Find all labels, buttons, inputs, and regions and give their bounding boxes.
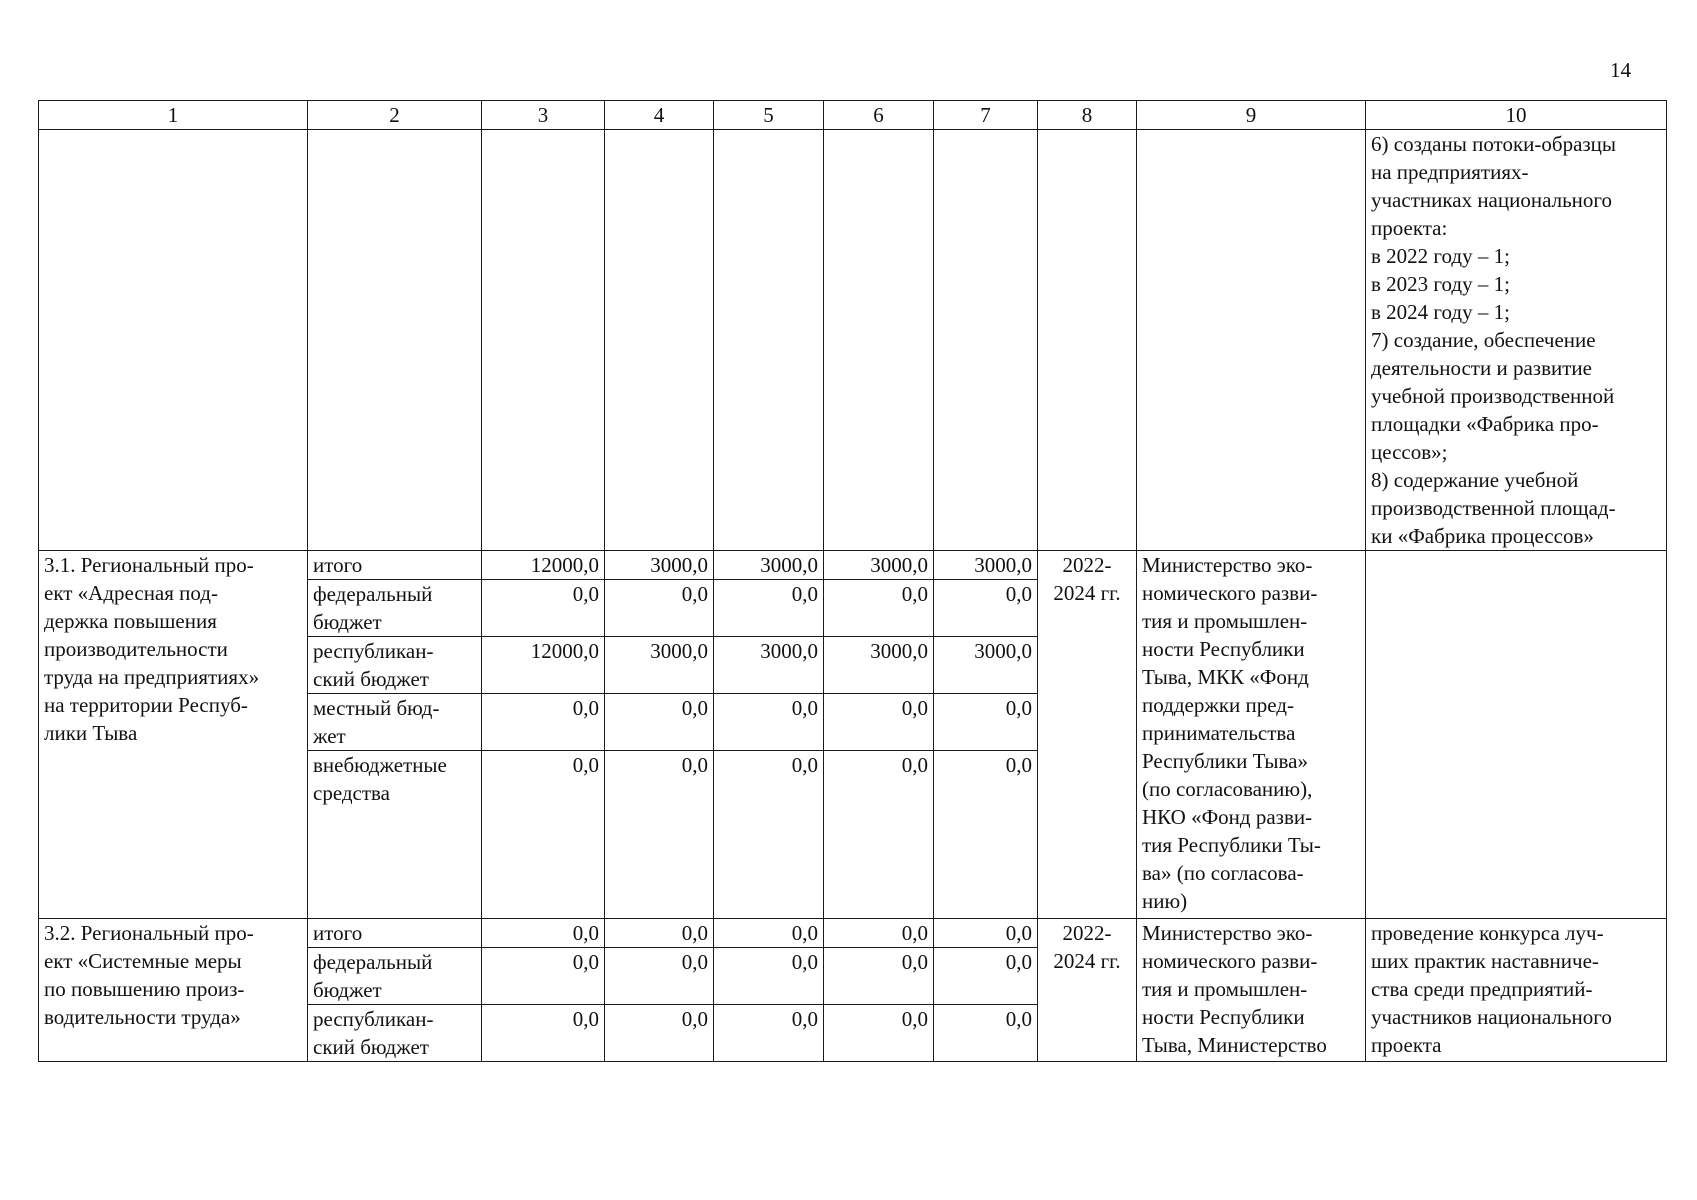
column-number: 2 [308,101,482,130]
amount-total: 0,0 [482,919,605,948]
amount-year: 3000,0 [714,637,824,694]
project-title: 3.2. Региональный про- ект «Системные меры по повышению произ- водительности труда» [39,919,308,1062]
amount-year: 0,0 [605,1005,714,1062]
result-cell [1366,551,1667,919]
amount-total: 12000,0 [482,637,605,694]
amount-year: 3000,0 [714,551,824,580]
amount-year: 0,0 [605,751,714,919]
column-number: 10 [1366,101,1667,130]
table-row [39,551,1667,580]
amount-year: 0,0 [714,751,824,919]
amount-year: 0,0 [824,919,934,948]
amount-year: 0,0 [934,580,1038,637]
funding-source: внебюджетные средства [308,751,482,919]
column-number: 4 [605,101,714,130]
amount-year: 0,0 [714,580,824,637]
empty-cell [1137,130,1366,551]
expected-results-cell: 6) созданы потоки-образцы на предприятиях- участниках национального проекта: в 2022 году – 1; в 2023 году – 1; в 2024 году – 1; 7) создание, обеспечение деятельности и развитие учебной производственной площадки «Фабрика про- цессов»; 8) содержание учебной производственной площад- ки «Фабрика процессов» [1366,130,1667,551]
executor-cell: Министерство эко- номического разви- тия и промышлен- ности Республики Тыва, МКК «Фонд поддержки пред- принимательства Республики Тыва» (по согласованию), НКО «Фонд разви- тия Республики Ты- ва» (по согласова- нию) [1137,551,1366,919]
empty-cell [714,130,824,551]
period-cell: 2022- 2024 гг. [1038,551,1137,919]
amount-total: 0,0 [482,1005,605,1062]
amount-year: 0,0 [605,694,714,751]
funding-source: федеральный бюджет [308,948,482,1005]
column-number: 9 [1137,101,1366,130]
amount-year: 0,0 [934,694,1038,751]
period-cell: 2022- 2024 гг. [1038,919,1137,1062]
page-number: 14 [1610,58,1631,82]
funding-source: итого [308,551,482,580]
amount-year: 0,0 [824,580,934,637]
column-number: 3 [482,101,605,130]
amount-year: 0,0 [605,580,714,637]
amount-year: 3000,0 [934,637,1038,694]
table-row [39,919,1667,948]
continuation-row [39,130,1667,551]
empty-cell [1038,130,1137,551]
amount-total: 0,0 [482,580,605,637]
column-number: 5 [714,101,824,130]
result-cell: проведение конкурса луч- ших практик наставниче- ства среди предприятий- участников национального проекта [1366,919,1667,1062]
funding-source: республикан- ский бюджет [308,1005,482,1062]
amount-total: 0,0 [482,751,605,919]
amount-year: 0,0 [824,694,934,751]
amount-year: 3000,0 [605,551,714,580]
amount-year: 0,0 [824,948,934,1005]
funding-source: федеральный бюджет [308,580,482,637]
funding-source: местный бюд- жет [308,694,482,751]
column-number: 1 [39,101,308,130]
empty-cell [39,130,308,551]
amount-year: 3000,0 [824,637,934,694]
amount-year: 0,0 [605,919,714,948]
column-number: 7 [934,101,1038,130]
funding-source: республикан- ский бюджет [308,637,482,694]
project-title: 3.1. Региональный про- ект «Адресная под- держка повышения производительности труда на предприятиях» на территории Респуб- лики Тыва [39,551,308,919]
funding-source: итого [308,919,482,948]
amount-year: 0,0 [934,751,1038,919]
executor-cell: Министерство эко- номического разви- тия и промышлен- ности Республики Тыва, Министерство [1137,919,1366,1062]
amount-year: 0,0 [714,948,824,1005]
amount-total: 0,0 [482,948,605,1005]
amount-year: 0,0 [824,1005,934,1062]
amount-year: 0,0 [934,948,1038,1005]
amount-year: 3000,0 [934,551,1038,580]
empty-cell [605,130,714,551]
amount-year: 3000,0 [824,551,934,580]
amount-total: 0,0 [482,694,605,751]
amount-year: 0,0 [934,919,1038,948]
empty-cell [934,130,1038,551]
amount-year: 0,0 [714,1005,824,1062]
column-number-row [39,101,1667,130]
amount-year: 3000,0 [605,637,714,694]
empty-cell [308,130,482,551]
program-table [38,100,1667,1062]
empty-cell [824,130,934,551]
empty-cell [482,130,605,551]
amount-year: 0,0 [934,1005,1038,1062]
amount-year: 0,0 [714,694,824,751]
amount-year: 0,0 [714,919,824,948]
amount-year: 0,0 [605,948,714,1005]
amount-total: 12000,0 [482,551,605,580]
amount-year: 0,0 [824,751,934,919]
column-number: 8 [1038,101,1137,130]
column-number: 6 [824,101,934,130]
